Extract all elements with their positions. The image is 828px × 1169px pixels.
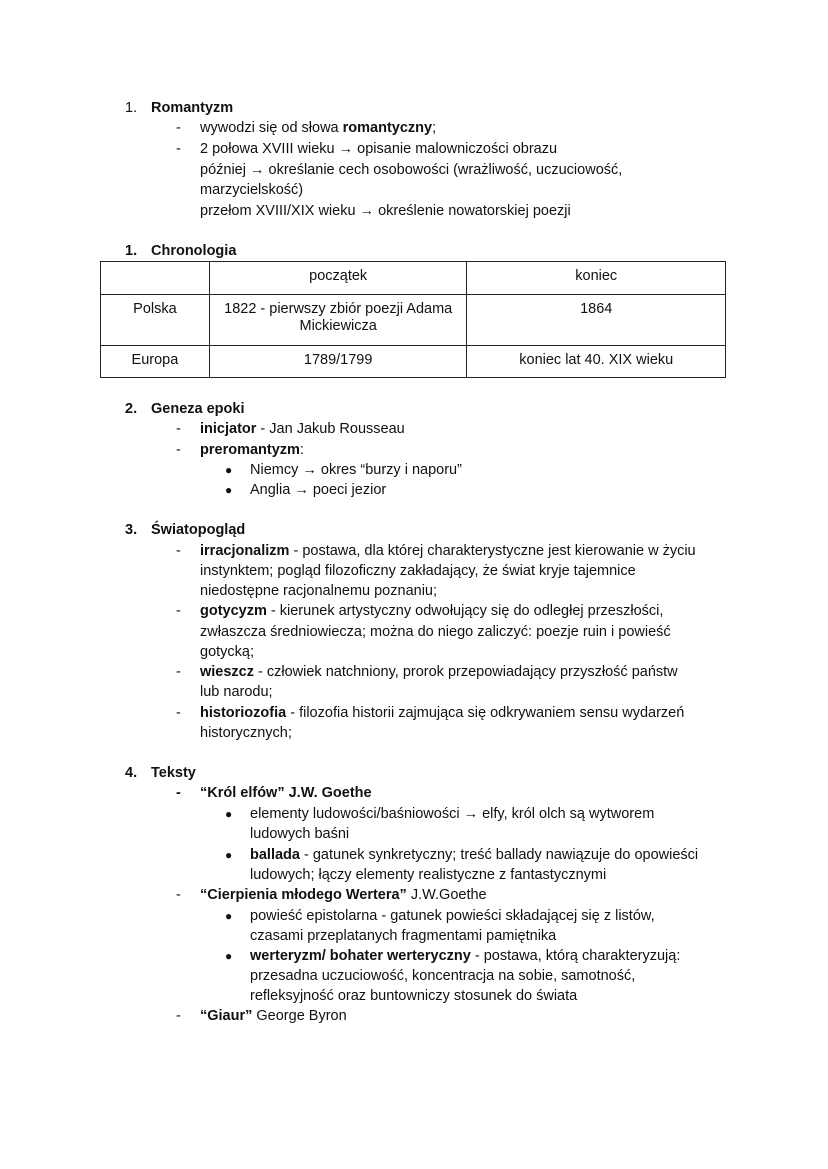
list-item-line: instynktem; pogląd filozoficzny zakładający, że świat kryje tajemnice bbox=[200, 563, 636, 579]
list-item-line: historycznych; bbox=[200, 725, 292, 741]
list-item: “Król elfów” J.W. Goethe bbox=[200, 785, 372, 801]
dash-marker: - bbox=[176, 141, 181, 157]
list-item: “Cierpienia młodego Wertera” J.W.Goethe bbox=[200, 887, 487, 903]
dash-marker: - bbox=[176, 120, 181, 136]
dash-marker: - bbox=[176, 421, 181, 437]
dash-marker: - bbox=[176, 543, 181, 559]
chronology-table bbox=[100, 261, 726, 378]
list-item: irracjonalizm - postawa, dla której charakterystyczne jest kierowanie w życiu bbox=[200, 543, 696, 559]
table-cell: początek bbox=[209, 262, 467, 295]
dash-marker: - bbox=[176, 664, 181, 680]
bullet-marker: ● bbox=[225, 909, 233, 923]
sub-list-item-line: czasami przeplatanych fragmentami pamiętnika bbox=[250, 928, 557, 944]
section-romantyzm-heading: 1. Romantyzm bbox=[125, 100, 234, 116]
list-item: gotycyzm - kierunek artystyczny odwołujący się do odległej przeszłości, bbox=[200, 603, 664, 619]
bullet-marker: ● bbox=[225, 848, 233, 862]
list-item: preromantyzm: bbox=[200, 442, 304, 458]
list-item-line: lub narodu; bbox=[200, 684, 273, 700]
list-item-line: później → określanie cech osobowości (wrażliwość, uczuciowość, bbox=[200, 162, 623, 178]
table-cell: 1864 bbox=[467, 295, 726, 346]
section-teksty-heading: 4. Teksty bbox=[125, 765, 196, 781]
sub-list-item-line: ludowych; łączy elementy realistyczne z fantastycznymi bbox=[250, 867, 607, 883]
bullet-marker: ● bbox=[225, 949, 233, 963]
sub-list-item: elementy ludowości/baśniowości → elfy, król olch są wytworem bbox=[250, 806, 655, 822]
section-geneza-heading: 2. Geneza epoki bbox=[125, 401, 245, 417]
dash-marker: - bbox=[176, 603, 181, 619]
sub-list-item-line: przesadna uczuciowość, koncentracja na sobie, samotność, bbox=[250, 968, 636, 984]
dash-marker: - bbox=[176, 705, 181, 721]
list-item-line: zwłaszcza średniowiecza; można do niego zaliczyć: poezje ruin i powieść bbox=[200, 624, 671, 640]
table-row bbox=[101, 295, 726, 346]
bullet-marker: ● bbox=[225, 463, 233, 477]
table-cell: koniec lat 40. XIX wieku bbox=[467, 346, 726, 378]
list-item: historiozofia - filozofia historii zajmująca się odkrywaniem sensu wydarzeń bbox=[200, 705, 685, 721]
list-item-line: przełom XVIII/XIX wieku → określenie nowatorskiej poezji bbox=[200, 203, 571, 219]
section-swiatopoglad-heading: 3. Światopogląd bbox=[125, 522, 246, 538]
sub-list-item: ballada - gatunek synkretyczny; treść ballady nawiązuje do opowieści bbox=[250, 847, 699, 863]
dash-marker: - bbox=[176, 785, 181, 801]
sub-list-item-line: ludowych baśni bbox=[250, 826, 350, 842]
dash-marker: - bbox=[176, 887, 181, 903]
table-header-row bbox=[101, 262, 726, 295]
bullet-marker: ● bbox=[225, 807, 233, 821]
dash-marker: - bbox=[176, 1008, 181, 1024]
sub-list-item-line: refleksyjność oraz buntowniczy stosunek do świata bbox=[250, 988, 578, 1004]
table-cell: Europa bbox=[101, 346, 210, 378]
section-chronologia-heading: 1. Chronologia bbox=[125, 243, 237, 259]
list-item: “Giaur” George Byron bbox=[200, 1008, 347, 1024]
table-cell bbox=[101, 262, 210, 295]
sub-list-item: Niemcy → okres “burzy i naporu” bbox=[250, 462, 462, 478]
sub-list-item: werteryzm/ bohater werteryczny - postawa, którą charakteryzują: bbox=[250, 948, 681, 964]
list-item: wieszcz - człowiek natchniony, prorok przepowiadający przyszłość państw bbox=[200, 664, 678, 680]
table-row bbox=[101, 346, 726, 378]
list-item: wywodzi się od słowa romantyczny; bbox=[200, 120, 437, 136]
list-item-line: 2 połowa XVIII wieku → opisanie malowniczości obrazu bbox=[200, 141, 558, 157]
table-cell: Polska bbox=[101, 295, 210, 346]
table-cell: koniec bbox=[467, 262, 726, 295]
dash-marker: - bbox=[176, 442, 181, 458]
list-item-line: marzycielskość) bbox=[200, 182, 304, 198]
sub-list-item: Anglia → poeci jezior bbox=[250, 482, 387, 498]
list-item: inicjator - Jan Jakub Rousseau bbox=[200, 421, 405, 437]
bullet-marker: ● bbox=[225, 483, 233, 497]
list-item-line: gotycką; bbox=[200, 644, 254, 660]
sub-list-item: powieść epistolarna - gatunek powieści składającej się z listów, bbox=[250, 908, 655, 924]
table-cell: 1789/1799 bbox=[209, 346, 467, 378]
list-item-line: niedostępne racjonalnemu poznaniu; bbox=[200, 583, 438, 599]
table-cell: 1822 - pierwszy zbiór poezji Adama Mickiewicza bbox=[209, 295, 467, 346]
